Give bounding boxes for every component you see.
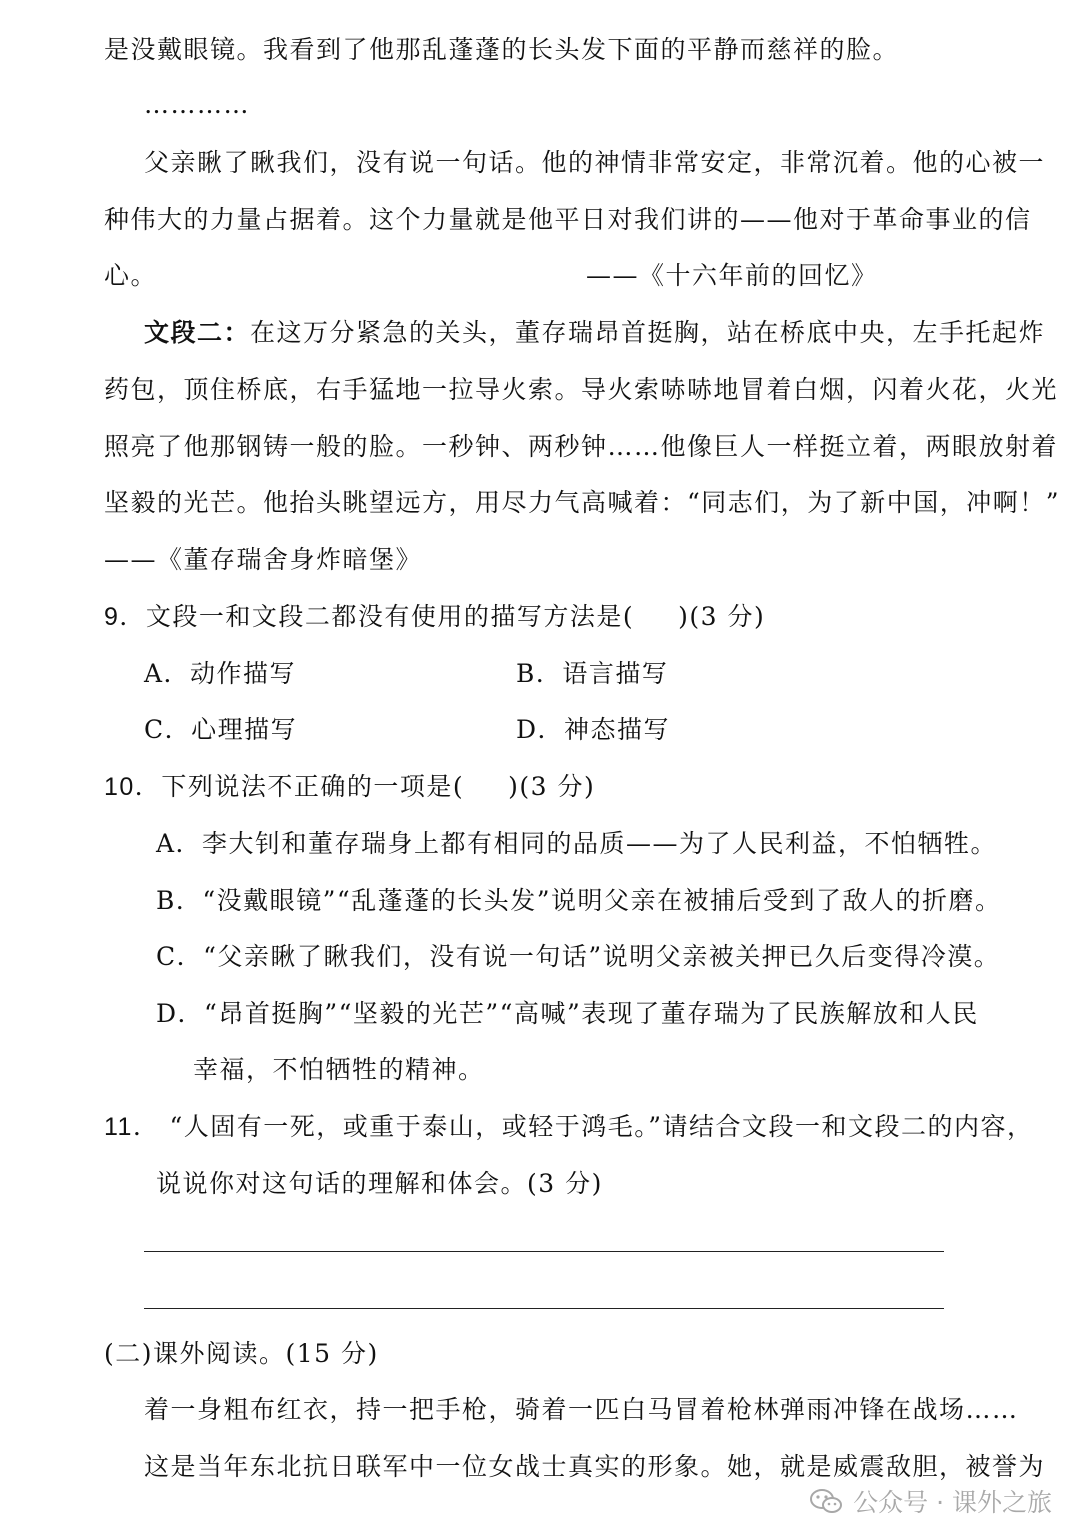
- question-11-line1: “人固有一死，或重于泰山，或轻于鸿毛。”请结合文段一和文段二的内容，: [169, 1112, 1034, 1141]
- passage2-line2: 药包，顶住桥底，右手猛地一拉导火索。导火索哧哧地冒着白烟，闪着火花，火光: [104, 375, 1059, 404]
- question-10-close: )(3 分): [508, 772, 596, 801]
- question-10-option-b: B．“没戴眼镜”“乱蓬蓬的长头发”说明父亲在被捕后受到了敌人的折磨。: [156, 886, 1002, 915]
- question-10-stem: 下列说法不正确的一项是(: [161, 772, 465, 801]
- question-11-line2: 说说你对这句话的理解和体会。(3 分): [156, 1169, 603, 1198]
- question-10-option-d: D．“昂首挺胸”“坚毅的光芒”“高喊”表现了董存瑞为了民族解放和人民: [156, 999, 979, 1028]
- passage2-line1-text: 在这万分紧急的关头，董存瑞昂首挺胸，站在桥底中央，左手托起炸: [250, 318, 1046, 347]
- passage1-ellipsis: …………: [144, 90, 250, 119]
- answer-line-2[interactable]: [144, 1308, 944, 1309]
- passage2-source: ——《董存瑞舍身炸暗堡》: [104, 545, 423, 574]
- section2-line2: 这是当年东北抗日联军中一位女战士真实的形象。她，就是威震敌胆，被誉为: [144, 1452, 1046, 1481]
- section2-line1: 着一身粗布红衣，持一把手枪，骑着一匹白马冒着枪林弹雨冲锋在战场……: [144, 1395, 1019, 1424]
- watermark-text: 公众号 · 课外之旅: [853, 1488, 1052, 1517]
- passage1-line1: 是没戴眼镜。我看到了他那乱蓬蓬的长头发下面的平静而慈祥的脸。: [104, 35, 900, 64]
- wechat-icon: [809, 1487, 843, 1515]
- passage1-line2: 父亲瞅了瞅我们，没有说一句话。他的神情非常安定，非常沉着。他的心被一: [144, 148, 1046, 177]
- question-10-option-d-cont: 幸福，不怕牺牲的精神。: [193, 1055, 485, 1084]
- question-11: [104, 1110, 1034, 1144]
- question-10: [104, 770, 595, 804]
- passage2-line4: 坚毅的光芒。他抬头眺望远方，用尽力气高喊着：“同志们，为了新中国，冲啊！”: [104, 488, 1061, 517]
- question-9-close: )(3 分): [678, 602, 766, 631]
- question-9: [104, 600, 765, 634]
- question-11-number: 11．: [104, 1113, 160, 1141]
- question-9-option-c: C．心理描写: [144, 715, 298, 744]
- question-9-option-d: D．神态描写: [516, 715, 671, 744]
- answer-line-1[interactable]: [144, 1251, 944, 1252]
- watermark: [809, 1483, 1052, 1519]
- passage2-label: 文段二：: [144, 318, 251, 347]
- passage1-line3: 种伟大的力量占据着。这个力量就是他平日对我们讲的——他对于革命事业的信: [104, 205, 1032, 234]
- question-10-number: 10．: [104, 773, 162, 801]
- question-9-option-b: B．语言描写: [516, 659, 669, 688]
- question-10-option-a: A．李大钊和董存瑞身上都有相同的品质——为了人民利益，不怕牺牲。: [156, 829, 998, 858]
- section2-heading: (二)课外阅读。(15 分): [104, 1339, 379, 1368]
- question-9-number: 9．: [104, 603, 146, 631]
- passage1-source: ——《十六年前的回忆》: [586, 261, 878, 290]
- question-9-option-a: A．动作描写: [144, 659, 297, 688]
- question-9-stem: 文段一和文段二都没有使用的描写方法是(: [145, 602, 635, 631]
- passage2-line1: [144, 316, 1045, 350]
- passage2-line3: 照亮了他那钢铸一般的脸。一秒钟、两秒钟……他像巨人一样挺立着，两眼放射着: [104, 432, 1059, 461]
- passage1-line4: 心。: [104, 261, 158, 290]
- question-10-option-c: C．“父亲瞅了瞅我们，没有说一句话”说明父亲被关押已久后变得冷漠。: [156, 942, 1001, 971]
